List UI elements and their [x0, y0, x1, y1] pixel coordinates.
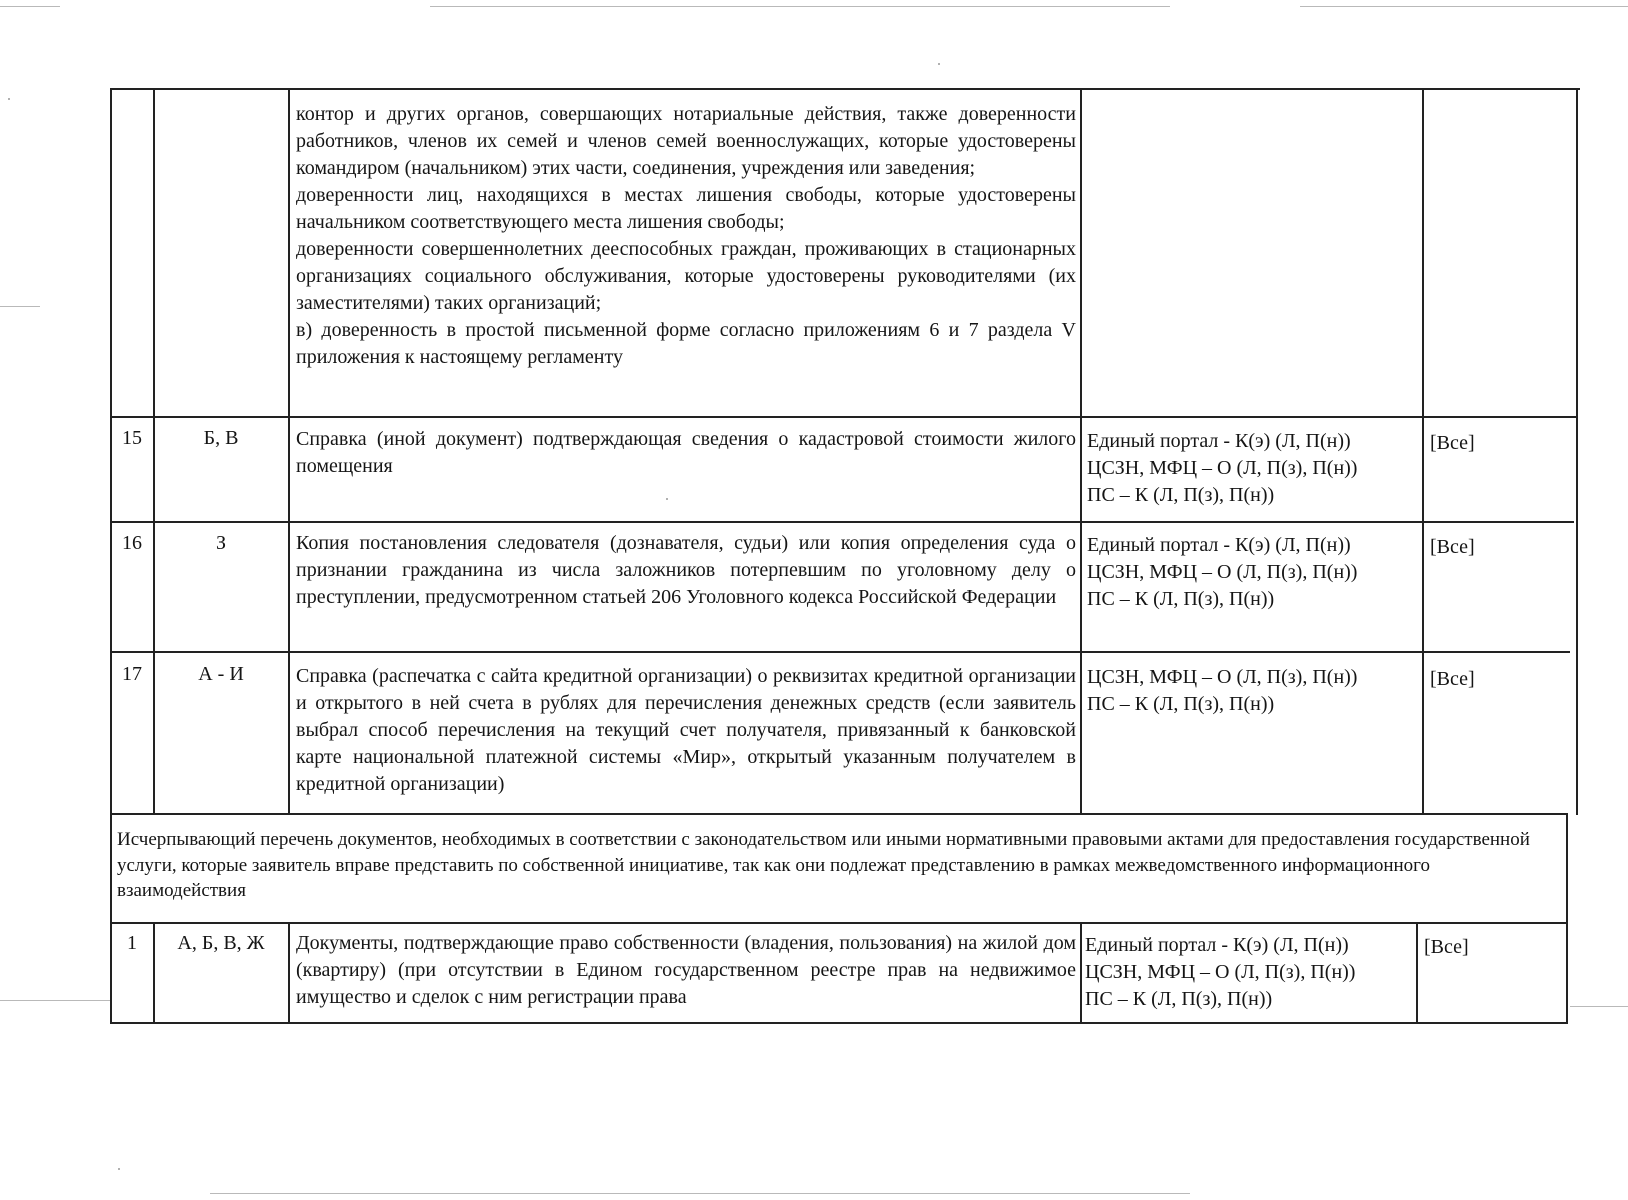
row-number: 1	[127, 932, 137, 954]
row-divider	[110, 813, 1568, 815]
submission-method: ПС – К (Л, П(з), П(н))	[1085, 988, 1273, 1010]
row-divider	[110, 651, 1570, 653]
continuation-paragraph: в) доверенность в простой письменной форме согласно приложениям 6 и 7 раздела V приложения к настоящему регламенту	[296, 319, 1076, 368]
submission-methods	[1085, 932, 1415, 1013]
submission-method: ПС – К (Л, П(з), П(н))	[1087, 484, 1275, 506]
regions-value: [Все]	[1430, 432, 1475, 454]
submission-method: ЦСЗН, МФЦ – О (Л, П(з), П(н))	[1087, 457, 1358, 479]
regions-value: [Все]	[1430, 536, 1475, 558]
applicant-category: Б, В	[203, 427, 239, 449]
continuation-paragraph: доверенности совершеннолетних дееспособных граждан, проживающих в стационарных организациях социального обслуживания, которые удостоверены руководителями (их заместителями) таких организаций;	[296, 238, 1076, 314]
applicant-category: А - И	[198, 663, 244, 685]
row-divider	[110, 521, 1574, 523]
continuation-paragraph: контор и других органов, совершающих нотариальные действия, также доверенности работников, членов их семей и членов семей военнослужащих, которые удостоверены командиром (начальником) этих части, соединения, учреждения или заведения;	[296, 103, 1076, 179]
table-border-bottom	[110, 1022, 1568, 1024]
scan-edge-line	[1570, 1006, 1628, 1007]
submission-methods	[1087, 428, 1417, 509]
scan-speck	[8, 98, 10, 100]
row-number: 16	[122, 532, 142, 554]
document-description: Справка (распечатка с сайта кредитной организации) о реквизитах кредитной организации и открытого в ней счета в рублях для перечисления денежных средств (если заявитель выбрал способ перечисления на текущий счет получателя, привязанный к банковской карте национальной платежной системы «Мир», открытый указанным получателем в кредитной организации)	[296, 665, 1076, 795]
submission-method: Единый портал - К(э) (Л, П(н))	[1087, 430, 1351, 452]
row-number: 17	[122, 663, 142, 685]
submission-method: ЦСЗН, МФЦ – О (Л, П(з), П(н))	[1085, 961, 1356, 983]
submission-methods	[1087, 664, 1417, 718]
submission-method: ЦСЗН, МФЦ – О (Л, П(з), П(н))	[1087, 561, 1358, 583]
scan-speck	[118, 1168, 120, 1170]
submission-method: Единый портал - К(э) (Л, П(н))	[1087, 534, 1351, 556]
document-description: Документы, подтверждающие право собственности (владения, пользования) на жилой дом (квартиру) (при отсутствии в Едином государственном реестре прав на недвижимое имущество и сделок с ним регистрации права	[296, 932, 1076, 1008]
column-divider	[153, 922, 155, 1024]
column-divider	[1416, 922, 1418, 1024]
submission-methods	[1087, 532, 1417, 613]
section-heading: Исчерпывающий перечень документов, необходимых в соответствии с законодательством или иными нормативными правовыми актами для предоставления государственной услуги, которые заявитель вправе представить по собственной инициативе, так как они подлежат представлению в рамках межведомственного информационного взаимодействия	[117, 829, 1530, 901]
table-border-top	[110, 88, 1580, 90]
column-divider	[1080, 88, 1082, 815]
submission-method: ПС – К (Л, П(з), П(н))	[1087, 588, 1275, 610]
scan-edge-line	[1300, 6, 1628, 7]
scan-edge-line	[430, 6, 1170, 7]
regions-value: [Все]	[1424, 936, 1469, 958]
submission-method: Единый портал - К(э) (Л, П(н))	[1085, 934, 1349, 956]
scan-speck	[666, 498, 668, 500]
row-divider	[110, 922, 1568, 924]
scan-edge-line	[210, 1193, 1190, 1194]
document-description: Справка (иной документ) подтверждающая сведения о кадастровой стоимости жилого помещения	[296, 428, 1076, 477]
column-divider	[153, 88, 155, 815]
column-divider	[1422, 88, 1424, 815]
continuation-paragraph: доверенности лиц, находящихся в местах лишения свободы, которые удостоверены начальником соответствующего места лишения свободы;	[296, 184, 1076, 233]
submission-method: ЦСЗН, МФЦ – О (Л, П(з), П(н))	[1087, 666, 1358, 688]
scan-edge-line	[0, 306, 40, 307]
row-number: 15	[122, 427, 142, 449]
regions-value: [Все]	[1430, 668, 1475, 690]
applicant-category: А, Б, В, Ж	[177, 932, 265, 954]
table-border-right	[1566, 813, 1568, 1024]
scan-speck	[938, 63, 940, 65]
row-divider	[110, 416, 1576, 418]
column-divider	[288, 922, 290, 1024]
table-border-right	[1576, 88, 1578, 815]
column-divider	[288, 88, 290, 815]
table-border-left	[110, 88, 112, 1024]
applicant-category: З	[215, 532, 227, 554]
column-divider	[1080, 922, 1082, 1024]
submission-method: ПС – К (Л, П(з), П(н))	[1087, 693, 1275, 715]
scan-edge-line	[0, 6, 60, 7]
continuation-description	[296, 101, 1076, 371]
scan-edge-line	[0, 1000, 110, 1001]
document-description: Копия постановления следователя (дознавателя, судьи) или копия определения суда о признании гражданина из числа заложников потерпевшим по уголовному делу о преступлении, предусмотренном статьей 206 Уголовного кодекса Российской Федерации	[296, 532, 1076, 608]
